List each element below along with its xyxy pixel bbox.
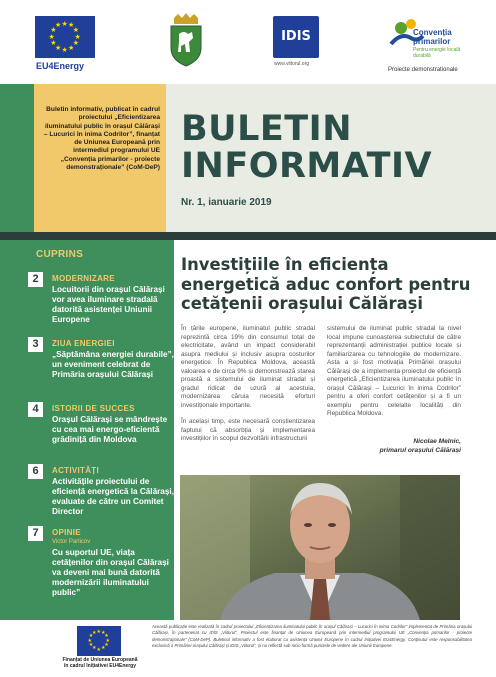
eu-star-icon: ★	[72, 40, 80, 47]
toc-item-body: Activitățile proiectului de eficiență energetică la Călărași, evaluate de către un Comitet Director	[52, 477, 174, 516]
footer-disclaimer: Această publicație este realizată în cadrul proiectului „Eficientizarea iluminatului public în orașul Călărași – Lucurici în inima Codrilor” implementat de Primăria orașului Călărași, în parteneriat cu IDIS „Viitorul”. Proiectul este finanțat de Uniunea Europeană prin intermediul programului UE „Convenția primarilor - proiecte demonstraționale” (CoM-DeP). Buletinul informativ a fost elaborat cu asistența Uniunii Europene în cadrul Inițiativei EU4Energy. Conținutul este responsabilitatea exclusivă a Primăriei orașului Călărași și IDIS „Viitorul”, și nu reflectă sub nicio formă punctele de vedere ale Uniunii Europene.	[152, 624, 472, 649]
eu-star-icon: ★	[88, 633, 94, 639]
eu-star-icon: ★	[55, 44, 62, 52]
eu-star-icon: ★	[87, 637, 92, 644]
intro-box	[34, 84, 166, 232]
footer-eu-flag-logo	[77, 626, 121, 656]
eu-star-icon: ★	[96, 628, 101, 635]
idis-url: www.viitorul.org	[274, 61, 310, 67]
idis-logo-text: IDIS	[281, 29, 311, 44]
header-logos	[0, 0, 496, 84]
covenant-title-line2: primarilor	[413, 37, 451, 46]
calarasi-crest-icon	[168, 12, 204, 68]
eu-star-icon: ★	[101, 645, 106, 652]
covenant-title-line1: Convenția	[413, 28, 452, 37]
intro-text: Buletin informativ, publicat în cadrul proiectului „Eficientizarea iluminatului public în orașul Călărași – Lucurici în inima Codrilor”, finanțat de Uniunea Europeană prin intermediul programului UE „Convenția primarilor - proiecte demonstraționale” (CoM-DeP)	[43, 106, 160, 172]
covenant-demo-caption: Proiecte demonstrationale	[388, 67, 458, 73]
divider-strip	[0, 232, 496, 240]
toc-heading: CUPRINS	[36, 249, 84, 260]
toc-item-heading: ISTORII DE SUCCES	[52, 404, 135, 413]
eu-star-icon: ★	[72, 27, 80, 34]
eu-star-icon: ★	[104, 633, 109, 639]
toc-item-body: Cu suportul UE, viața cetățenilor din orașul Călărași va deveni mai bună datorită modernizării iluminatului public”	[52, 548, 169, 597]
eu-star-icon: ★	[104, 642, 109, 648]
eu-flag-logo	[35, 16, 95, 58]
eu-star-icon: ★	[61, 20, 68, 28]
eu-star-icon: ★	[101, 629, 106, 636]
newsletter-title-line1: BULETIN	[181, 109, 352, 149]
eu-star-icon: ★	[68, 44, 75, 52]
toc-page-number: 6	[28, 464, 43, 479]
mayor-photo-image	[180, 475, 460, 620]
toc-item-heading: MODERNIZARE	[52, 274, 115, 283]
eu-star-icon: ★	[55, 22, 62, 30]
eu-star-icon: ★	[105, 637, 110, 644]
signature-name: Nicolae Melnic,	[413, 438, 461, 445]
toc-page-number: 4	[28, 402, 43, 417]
eu-star-icon: ★	[92, 629, 97, 636]
eu4energy-caption: EU4Energy	[36, 61, 85, 71]
eu-star-icon: ★	[68, 22, 75, 30]
toc-page-number: 7	[28, 526, 43, 541]
issue-number: Nr. 1, ianuarie 2019	[181, 197, 272, 208]
signature-role: primarul orașului Călărași	[379, 447, 461, 454]
mayor-photo	[180, 475, 460, 620]
eu-star-icon: ★	[74, 33, 81, 41]
toc-item-heading: OPINIE	[52, 528, 81, 537]
eu-star-icon: ★	[61, 46, 68, 54]
eu-star-icon: ★	[96, 646, 101, 653]
article-paragraph: În țările europene, iluminatul public stradal reprezintă circa 19% din consumul total de electricitate, având un impact considerabil asupra mediului și inclusiv asupra costurilor energetice. În Republica Moldova, această valoarea e de circa 9% și demonstrează starea proastă a sistemului de iluminat stradal și gradul ridicat de uzură al acestuia, modernizarea căruia necesită eforturi investiționale importante.	[181, 325, 315, 409]
toc-item-heading: ACTIVITĂȚI	[52, 466, 99, 475]
toc-page-number: 2	[28, 272, 43, 287]
article-column-2	[327, 325, 461, 419]
toc-item-heading: ZIUA ENERGIEI	[52, 339, 115, 348]
article-paragraph: sistemului de iluminat public stradal la nivel local impune cunoașterea subiectului de către reprezentanții administrației publice locale și familiarizarea cu tehnologiile de modernizare. Asta a și fost motivația Primăriei orașului Călărași de a implementa proiectul de eficiență energetică „Eficientizarea iluminatului public în orașul Călărași – Lucurici în inima Codrilor” pentru a oferi confort cetățenilor și a fi un exemplu pentru celelalte localități din Republica Moldova.	[327, 325, 461, 417]
footer-eu-caption: Finanțat de Uniunea Europeană în cadrul Inițiativei EU4Energy	[62, 657, 138, 669]
toc-item-body: „Săptămâna energiei durabile”, un eveniment celebrat de Primăria orașului Călărași	[52, 350, 174, 379]
article-column-1	[181, 325, 315, 444]
article-signature	[327, 437, 461, 455]
eu-star-icon: ★	[92, 645, 97, 652]
article-title: Investițiile în eficiența energetică aduc confort pentru cetățenii orașului Călărași	[181, 255, 471, 313]
toc-item-body: Orașul Călărași se mândrește cu cea mai energo-eficientă grădiniță din Moldova	[52, 415, 168, 444]
toc-page-number: 3	[28, 337, 43, 352]
eu-star-icon: ★	[48, 33, 55, 41]
toc-item-author: Victor Parlicov	[52, 539, 91, 545]
covenant-title	[413, 28, 452, 46]
eu-star-icon: ★	[50, 27, 57, 34]
newsletter-title-line2: INFORMATIV	[181, 146, 433, 186]
newsletter-title	[181, 111, 432, 185]
toc-item-body: Locuitorii din orașul Călărași vor avea iluminare stradală datorită asistenței Uniunii Europene	[52, 285, 165, 324]
idis-logo	[273, 16, 319, 58]
article-paragraph: În același timp, este necesară conștientizarea faptului că absorbția și implementarea investițiilor în scopul dezvoltării infrastructurii	[181, 418, 315, 442]
eu-star-icon: ★	[88, 642, 94, 648]
eu-star-icon: ★	[50, 40, 57, 47]
covenant-subtitle: Pentru energie locală durabilă	[413, 47, 461, 59]
